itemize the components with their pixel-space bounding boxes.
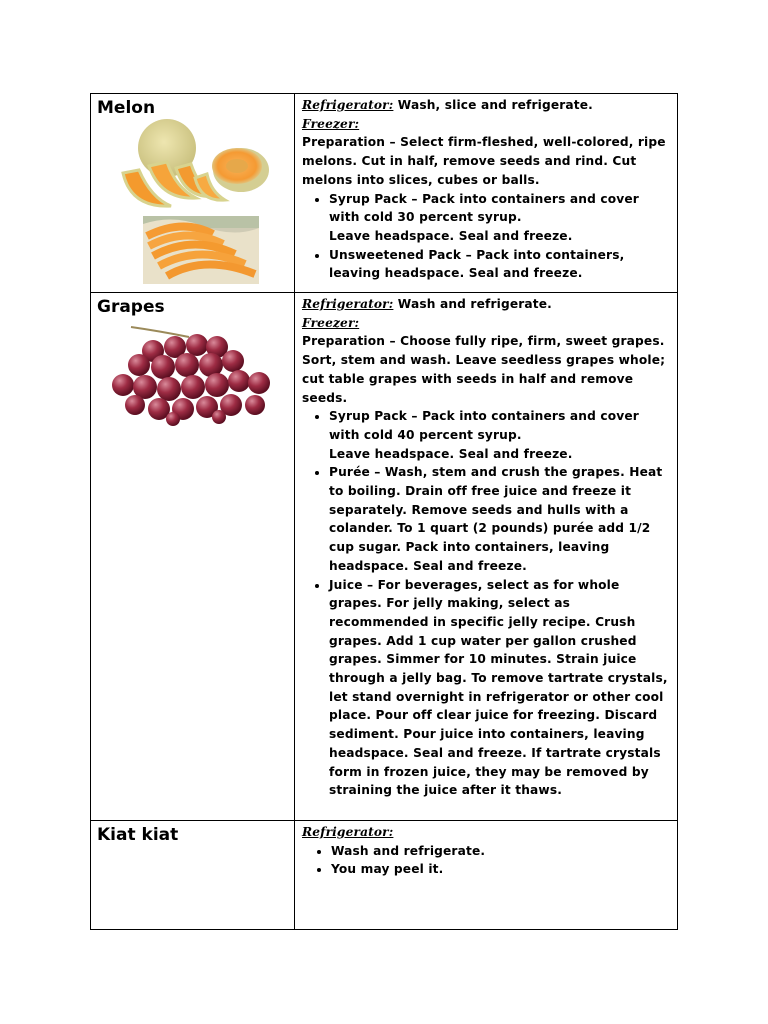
fruit-name: Kiat kiat <box>97 825 179 845</box>
list-item: • You may peel it. <box>331 860 673 879</box>
fruit-cell <box>91 94 295 293</box>
fruit-cell <box>91 821 295 930</box>
fruit-name: Melon <box>97 98 156 118</box>
table-row <box>91 94 678 293</box>
table-row <box>91 821 678 930</box>
storage-instructions-cell <box>295 94 678 293</box>
table-row <box>91 293 678 821</box>
refrigerator-text: Wash and refrigerate. <box>393 297 552 311</box>
fruit-storage-table <box>90 93 678 930</box>
freezer-label: Freezer: <box>302 116 360 131</box>
freezer-methods-list <box>302 407 673 800</box>
refrigerator-steps-list <box>302 842 673 879</box>
list-item: • Wash and refrigerate. <box>331 842 673 861</box>
refrigerator-label: Refrigerator: <box>302 297 394 311</box>
freezer-label: Freezer: <box>302 315 360 330</box>
fruit-name: Grapes <box>97 297 165 317</box>
preparation-text: Preparation – Choose fully ripe, firm, sweet grapes. Sort, stem and wash. Leave seedless grapes whole; cut table grapes with seeds in half and remove seeds. <box>302 334 666 405</box>
refrigerator-label: Refrigerator: <box>302 825 394 839</box>
preparation-text: Preparation – Select firm-fleshed, well-colored, ripe melons. Cut in half, remove seeds and rind. Cut melons into slices, cubes or balls. <box>302 135 666 187</box>
freezer-methods-list <box>302 190 673 284</box>
list-item: • Syrup Pack – Pack into containers and cover with cold 40 percent syrup. Leave headspace. Seal and freeze. <box>329 407 673 463</box>
list-item: • Juice – For beverages, select as for whole grapes. For jelly making, select as recommended in specific jelly recipe. Crush grapes. Add 1 cup water per gallon crushed grapes. Simmer for 10 minutes. Strain juice through a jelly bag. To remove tartrate crystals, let stand overnight in refrigerator or other cool place. Pour off clear juice for freezing. Discard sediment. Pour juice into containers, leaving headspace. Seal and freeze. If tartrate crystals form in frozen juice, they may be removed by straining the juice after it thaws. <box>329 576 673 800</box>
refrigerator-label: Refrigerator: <box>302 98 394 112</box>
grapes-image <box>109 325 277 427</box>
melon-slices-image <box>143 216 259 284</box>
storage-instructions-cell <box>295 821 678 930</box>
melon-image <box>121 118 271 214</box>
storage-instructions-cell <box>295 293 678 821</box>
refrigerator-text: Wash, slice and refrigerate. <box>393 98 593 112</box>
list-item: • Syrup Pack – Pack into containers and cover with cold 30 percent syrup. Leave headspace. Seal and freeze. <box>329 190 673 246</box>
list-item: • Purée – Wash, stem and crush the grapes. Heat to boiling. Drain off free juice and freeze it separately. Remove seeds and hulls with a colander. To 1 quart (2 pounds) purée add 1/2 cup sugar. Pack into containers, leaving headspace. Seal and freeze. <box>329 463 673 575</box>
fruit-cell <box>91 293 295 821</box>
list-item: • Unsweetened Pack – Pack into containers, leaving headspace. Seal and freeze. <box>329 246 673 283</box>
